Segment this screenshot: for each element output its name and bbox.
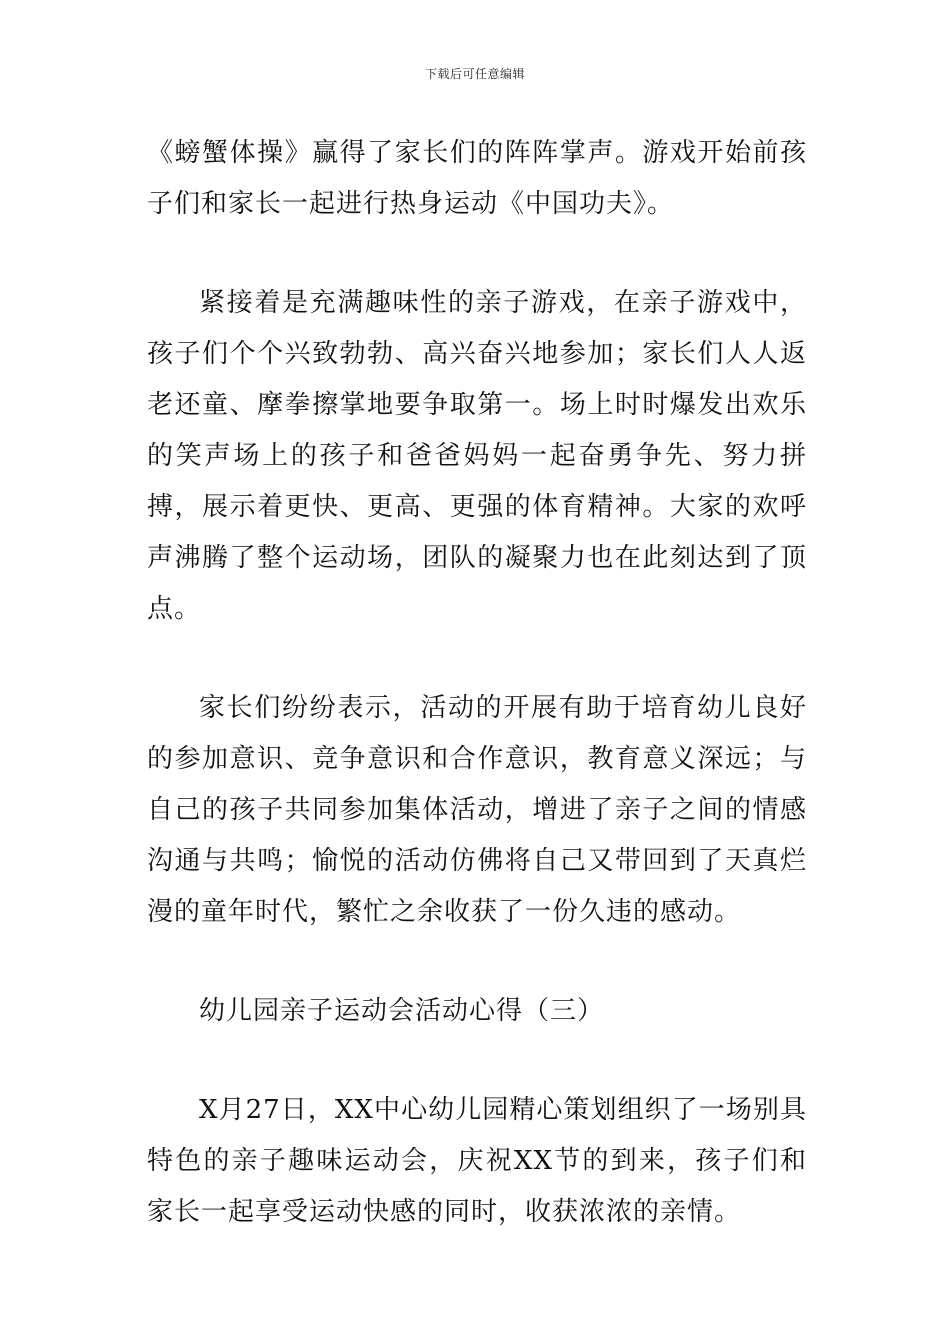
paragraph-sports-meeting: X月27日，XX中心幼儿园精心策划组织了一场别具特色的亲子趣味运动会，庆祝XX节的到来，孩子们和家长一起享受运动快感的同时，收获浓浓的亲情。 [147, 1095, 807, 1227]
paragraph-gap [147, 938, 807, 986]
paragraph-gap [147, 635, 807, 683]
document-body [147, 128, 807, 1238]
paragraph-gap [147, 1037, 807, 1085]
paragraph-parents-feedback: 家长们纷纷表示，活动的开展有助于培育幼儿良好的参加意识、竞争意识和合作意识，教育意义深远；与自己的孩子共同参加集体活动，增进了亲子之间的情感沟通与共鸣；愉悦的活动仿佛将自己又带回到了天真烂漫的童年时代，繁忙之余收获了一份久违的感动。 [147, 693, 807, 927]
paragraph-continuation: 《螃蟹体操》赢得了家长们的阵阵掌声。游戏开始前孩子们和家长一起进行热身运动《中国功夫》。 [147, 138, 807, 219]
section-heading: 幼儿园亲子运动会活动心得（三） [199, 996, 605, 1026]
paragraph-parent-child-games: 紧接着是充满趣味性的亲子游戏，在亲子游戏中，孩子们个个兴致勃勃、高兴奋兴地参加；家长们人人返老还童、摩拳擦掌地要争取第一。场上时时爆发出欢乐的笑声场上的孩子和爸爸妈妈一起奋勇争先、努力拼搏，展示着更快、更高、更强的体育精神。大家的欢呼声沸腾了整个运动场，团队的凝聚力也在此刻达到了顶点。 [147, 288, 807, 624]
paragraph-gap [147, 230, 807, 278]
page-header: 下载后可任意编辑 [424, 67, 525, 81]
